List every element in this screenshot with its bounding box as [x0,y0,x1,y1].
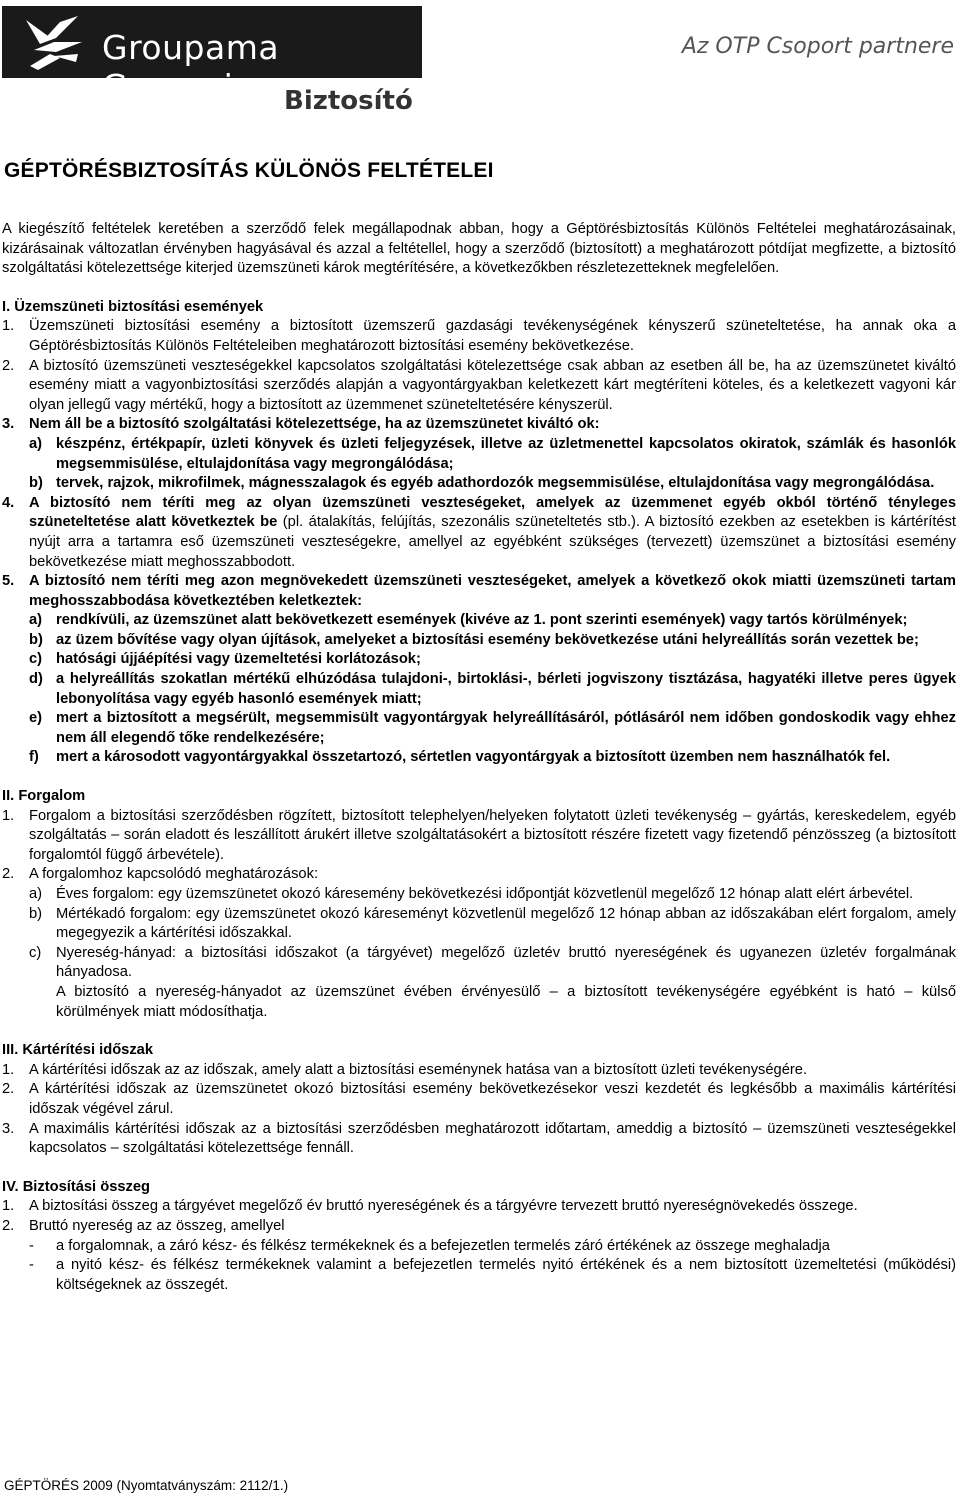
item-text: Bruttó nyereség az az összeg, amellyel [29,1217,285,1234]
sub-item-letter: b) [29,631,43,648]
section-heading: II. Forgalom [2,788,86,805]
sub-item [2,650,956,670]
sub-item [2,670,956,709]
item-text: A biztosító üzemszüneti veszteségekkel kapcsolatos szolgáltatási kötelezettsége csak abban az esetben áll be, ha az üzemszünetet kiváltó esemény miatt a vagyonbiztosítási szerződés alapján a vagyontárgyakban keletkezett kárt megtéríteni köteles, és a keletkezett vagyoni kár olyan jellegű vagy mértékű, hogy a biztosított az üzemmenet szüneteltetésére kényszerül. [29,357,956,413]
item-text: Üzemszüneti biztosítási esemény a biztosított üzemszerű gazdasági tevékenységének kényszerű szüneteltetése, ha annak oka a Géptörésbiztosítás Különös Feltételeiben meghatározott biztosítási esemény bekövetkezése. [29,318,956,354]
sub-item [2,709,956,748]
sub-item-letter: d) [29,671,43,688]
dash-item-text: a forgalomnak, a záró kész- és félkész termékeknek és a befejezetlen termelés záró értékének az összege meghaladja [56,1237,830,1254]
list-item [2,572,956,611]
item-text: A biztosító nem téríti meg azon megnövekedett üzemszüneti veszteségeket, amelyek a következő okok miatti üzemszüneti tartam meghosszabbodása következtében keletkeztek: [29,573,956,609]
sub-item-letter: a) [29,612,43,629]
section-heading: IV. Biztosítási összeg [2,1178,151,1195]
item-bold-text: A biztosító nem téríti meg az olyan üzemszüneti veszteségeket, amelyek az üzemmenet egyéb okból történő tényleges szüneteltetése alatt következtek be [29,494,956,531]
item-text: A kártérítési időszak az az időszak, amely alatt a biztosítási eseménynek hatása van a biztosított üzleti tevékenységére. [29,1061,808,1078]
list-item [2,1217,956,1237]
sub-item-letter: c) [29,651,43,668]
item-number: 2. [2,357,15,374]
list-item [2,415,956,435]
sub-item-letter: e) [29,710,43,727]
item-number: 5. [2,573,15,590]
list-item [2,807,956,866]
dash-item [2,1237,956,1257]
sub-item-text: készpénz, értékpapír, üzleti könyvek és üzleti feljegyzések, illetve az üzletmenettel kapcsolatos okiratok, számlák és hasonlók megsemmisülése, eltulajdonítása vagy megrongálódása; [56,435,956,472]
item-text: A forgalomhoz kapcsolódó meghatározások: [29,866,319,883]
item-number: 1. [2,807,15,824]
item-text: A biztosítási összeg a tárgyévet megelőző év bruttó nyereségének és a tárgyévre tervezett bruttó nyereségnövekedés összege. [29,1198,858,1215]
item-text: A kártérítési időszak az üzemszünetet okozó biztosítási esemény bekövetkezésekor veszi kezdetét és legkésőbb a maximális kártérítési időszak végével zárul. [29,1081,956,1117]
item-text: Forgalom a biztosítási szerződésben rögzített, biztosított telephelyen/helyeken folytatott üzleti tevékenység – gyártás, kereskedelem, egyéb szolgáltatás – során eladott és leszállított árukért illetve szolgáltatásokért a biztosított részére fizetett vagy fizetendő pénzösszeg (a biztosított forgalomtól függő árbevétele). [29,807,956,863]
logo-text: Groupama Garancia [102,28,280,106]
sub-item-text: Nyereség-hányad: a biztosítási időszakot (a tárgyévet) megelőző üzletév bruttó nyereségének és ugyanezen üzletév forgalmának hányadosa. [56,944,956,981]
sub-item-text: rendkívüli, az üzemszünet alatt bekövetkezett események (kivéve az 1. pont szerinti események) vagy tartós körülmények; [56,612,908,629]
sub-item [2,611,956,631]
sub-item-letter: a) [29,435,43,452]
dash-item-text: a nyitó kész- és félkész termékeknek valamint a befejezetlen termelés nyitó értékének és a nem biztosított üzemeltetési (működési) költségeknek az összegét. [56,1257,956,1293]
sub-item-letter: b) [29,475,43,492]
list-item [2,317,956,356]
item-text: A maximális kártérítési időszak az a biztosítási szerződésben meghatározott időtartam, ameddig a biztosító – üzemszüneti veszteségekkel kapcsolatos – szolgáltatási kötelezettsége fennáll. [29,1120,956,1157]
sub-item-letter: c) [29,944,42,961]
list-item [2,494,956,572]
document-title: GÉPTÖRÉSBIZTOSÍTÁS KÜLÖNÖS FELTÉTELEI [4,159,494,182]
logo-subtitle: Biztosító [284,86,413,116]
item-number: 3. [2,416,15,433]
sub-item [2,435,956,474]
item-number: 2. [2,1081,15,1098]
sub-item-letter: a) [29,886,43,902]
sub-item-text: a helyreállítás szokatlan mértékű elhúzódása tulajdoni-, birtoklási-, bérleti jogviszony tisztázása, hagyatéki illetve peres ügyek lebonyolítása vagy egyéb hasonló események miatt; [56,671,956,707]
item-number: 3. [2,1120,15,1137]
item-number: 4. [2,494,15,511]
note-paragraph: A biztosító a nyereség-hányadot az üzemszünet évében érvényesülő – a biztosított tevékenységére egyébként is ható – külső körülmények miatt módosíthatja. [56,983,956,1020]
sub-item-text: hatósági újjáépítési vagy üzemeltetési korlátozások; [56,651,421,668]
list-item [2,1197,956,1217]
partner-tagline: Az OTP Csoport partnere [681,34,954,59]
document-body [2,220,956,1295]
sub-item-text: az üzem bővítése vagy olyan újítások, amelyeket a biztosítási esemény bekövetkezése utáni helyreállítás során vezettek be; [56,631,919,648]
item-text: Nem áll be a biztosító szolgáltatási kötelezettsége, ha az üzemszünetet kiváltó ok: [29,416,600,433]
dash-marker: - [29,1237,34,1254]
list-item [2,1080,956,1119]
sub-item-text: mert a biztosított a megsérült, megsemmisült vagyontárgyak helyreállításáról, pótlásáról nem időben gondoskodik vagy ehhez nem áll elegendő tőke rendelkezésére; [56,710,956,746]
item-number: 1. [2,1198,15,1215]
item-number: 2. [2,866,15,883]
sub-item [2,905,956,944]
dash-marker: - [29,1257,34,1274]
sub-item [2,631,956,651]
item-rest-text: (pl. átalakítás, felújítás, szezonális szüneteltetés stb.). A biztosító ezekben az esetekben is kártérítést nyújt arra a tartamra eső üzemszüneti veszteségekre, amellyel az egyébként szükséges (tervezett) üzemszünet a biztosítási esemény bekövetkezése miatt meghosszabbodott. [29,514,956,570]
sub-item-text: tervek, rajzok, mikrofilmek, mágnesszalagok és egyéb adathordozók megsemmisülése, eltulajdonítása vagy megrongálódása. [56,475,935,492]
groupama-logo-icon [20,14,84,70]
sub-item [2,474,956,494]
section-heading: I. Üzemszüneti biztosítási események [2,298,264,315]
list-item [2,1061,956,1081]
list-item [2,865,956,885]
sub-item-letter: b) [29,905,43,922]
page-footer: GÉPTÖRÉS 2009 (Nyomtatványszám: 2112/1.) [4,1478,289,1493]
list-item [2,357,956,416]
sub-item-text: mert a károsodott vagyontárgyakkal összetartozó, sértetlen vagyontárgyak a biztosított üzemben nem használhatók fel. [56,749,891,766]
list-item [2,1120,956,1159]
sub-item-text: Mértékadó forgalom: egy üzemszünetet okozó káreseményt közvetlenül megelőző 12 hónap abban az időszakában elért forgalom, amely megegyezik a kártérítési időszakkal. [56,905,956,942]
sub-item-letter: f) [29,749,39,766]
item-number: 1. [2,318,15,335]
sub-item [2,885,956,905]
dash-item [2,1256,956,1295]
sub-item-text: Éves forgalom: egy üzemszünetet okozó káresemény bekövetkezési időpontját közvetlenül megelőző 12 hónap alatt elért árbevétel. [56,886,914,902]
item-number: 1. [2,1061,15,1078]
sub-item [2,944,956,983]
intro-paragraph: A kiegészítő feltételek keretében a szerződő felek megállapodnak abban, hogy a Géptörésbiztosítás Különös Feltételei meghatározásainak, kizárásainak változatlan érvényben hagyásával és azzal a feltétellel, hogy a szerződő (biztosított) a meghatározott pótdíjat megfizette, a biztosító szolgáltatási kötelezettsége kiterjed üzemszüneti károk megtérítésére, a következőkben részletezetteknek megfelelően. [2,221,956,277]
item-text [29,494,956,572]
item-number: 2. [2,1217,15,1234]
sub-item [2,748,956,768]
section-heading: III. Kártérítési időszak [2,1042,154,1059]
